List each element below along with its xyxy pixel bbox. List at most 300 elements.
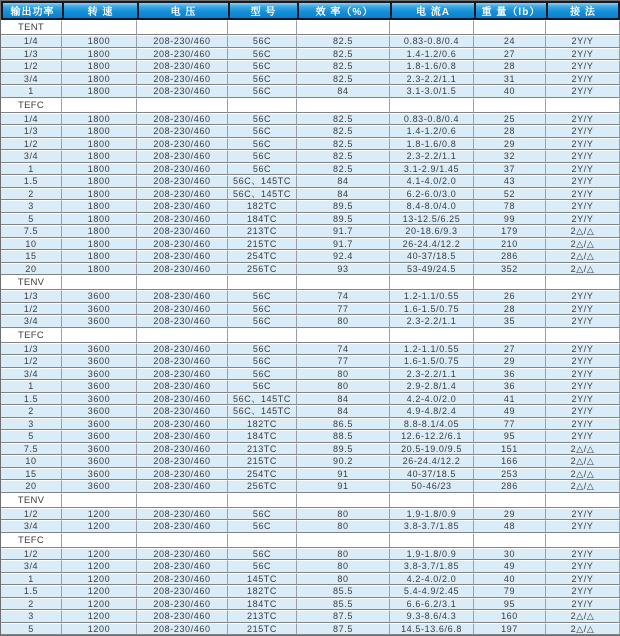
cell-current: 14.5-13.6/6.8 bbox=[390, 623, 474, 636]
cell-efficiency: 84 bbox=[297, 175, 390, 188]
empty-cell bbox=[228, 328, 297, 343]
cell-weight: 29 bbox=[474, 508, 546, 521]
cell-connection: 2Y/Y bbox=[546, 175, 620, 188]
cell-weight: 253 bbox=[474, 468, 546, 481]
empty-cell bbox=[62, 98, 137, 113]
cell-efficiency: 82.5 bbox=[297, 73, 390, 86]
header-row bbox=[1, 1, 620, 20]
table-row bbox=[1, 125, 620, 138]
cell-weight: 78 bbox=[474, 200, 546, 213]
cell-power: 3 bbox=[1, 610, 62, 623]
cell-current: 6.2-6.0/3.0 bbox=[390, 188, 474, 201]
cell-current: 1.8-1.6/0.8 bbox=[390, 138, 474, 151]
cell-current: 20-18.6/9.3 bbox=[390, 225, 474, 238]
cell-voltage: 208-230/460 bbox=[137, 380, 228, 393]
cell-current: 2.9-2.8/1.4 bbox=[390, 380, 474, 393]
cell-model: 215TC bbox=[228, 623, 297, 636]
cell-connection: 2△/△ bbox=[546, 238, 620, 251]
cell-weight: 28 bbox=[474, 60, 546, 73]
cell-efficiency: 89.5 bbox=[297, 443, 390, 456]
cell-current: 12.6-12.2/6.1 bbox=[390, 430, 474, 443]
cell-weight: 48 bbox=[474, 520, 546, 533]
cell-speed: 3600 bbox=[62, 303, 137, 316]
table-row bbox=[1, 150, 620, 163]
cell-power: 1 bbox=[1, 380, 62, 393]
cell-weight: 286 bbox=[474, 480, 546, 493]
cell-speed: 1200 bbox=[62, 598, 137, 611]
empty-cell bbox=[474, 328, 546, 343]
empty-cell bbox=[546, 98, 620, 113]
cell-power: 20 bbox=[1, 263, 62, 276]
cell-weight: 43 bbox=[474, 175, 546, 188]
empty-cell bbox=[137, 328, 228, 343]
cell-current: 6.6-6.2/3.1 bbox=[390, 598, 474, 611]
cell-connection: 2Y/Y bbox=[546, 573, 620, 586]
cell-power: 20 bbox=[1, 480, 62, 493]
cell-voltage: 208-230/460 bbox=[137, 85, 228, 98]
cell-connection: 2Y/Y bbox=[546, 393, 620, 406]
empty-cell bbox=[546, 328, 620, 343]
cell-efficiency: 93 bbox=[297, 263, 390, 276]
cell-voltage: 208-230/460 bbox=[137, 418, 228, 431]
cell-weight: 41 bbox=[474, 393, 546, 406]
cell-power: 3/4 bbox=[1, 315, 62, 328]
cell-current: 2.3-2.2/1.1 bbox=[390, 315, 474, 328]
cell-voltage: 208-230/460 bbox=[137, 468, 228, 481]
cell-speed: 3600 bbox=[62, 393, 137, 406]
cell-connection: 2Y/Y bbox=[546, 355, 620, 368]
cell-weight: 52 bbox=[474, 188, 546, 201]
cell-model: 56C bbox=[228, 113, 297, 126]
cell-connection: 2Y/Y bbox=[546, 343, 620, 356]
cell-speed: 3600 bbox=[62, 443, 137, 456]
cell-efficiency: 89.5 bbox=[297, 200, 390, 213]
cell-power: 15 bbox=[1, 250, 62, 263]
cell-voltage: 208-230/460 bbox=[137, 480, 228, 493]
column-header-current: 电 流A bbox=[390, 1, 474, 20]
cell-weight: 40 bbox=[474, 85, 546, 98]
cell-current: 9.3-8.6/4.3 bbox=[390, 610, 474, 623]
cell-efficiency: 86.5 bbox=[297, 418, 390, 431]
cell-weight: 31 bbox=[474, 73, 546, 86]
cell-current: 3.1-3.0/1.5 bbox=[390, 85, 474, 98]
cell-voltage: 208-230/460 bbox=[137, 405, 228, 418]
cell-speed: 3600 bbox=[62, 315, 137, 328]
cell-speed: 3600 bbox=[62, 355, 137, 368]
cell-power: 1 bbox=[1, 163, 62, 176]
empty-cell bbox=[228, 275, 297, 290]
cell-current: 1.6-1.5/0.75 bbox=[390, 355, 474, 368]
empty-cell bbox=[546, 20, 620, 35]
cell-efficiency: 80 bbox=[297, 315, 390, 328]
cell-voltage: 208-230/460 bbox=[137, 188, 228, 201]
cell-model: 254TC bbox=[228, 250, 297, 263]
cell-power: 1/3 bbox=[1, 125, 62, 138]
cell-connection: 2Y/Y bbox=[546, 125, 620, 138]
cell-speed: 1800 bbox=[62, 163, 137, 176]
cell-weight: 77 bbox=[474, 418, 546, 431]
cell-power: 1/2 bbox=[1, 508, 62, 521]
cell-power: 15 bbox=[1, 468, 62, 481]
cell-current: 1.6-1.5/0.75 bbox=[390, 303, 474, 316]
cell-efficiency: 80 bbox=[297, 573, 390, 586]
cell-weight: 197 bbox=[474, 623, 546, 636]
cell-efficiency: 91.7 bbox=[297, 225, 390, 238]
cell-connection: 2Y/Y bbox=[546, 290, 620, 303]
table-row bbox=[1, 418, 620, 431]
cell-model: 56C bbox=[228, 315, 297, 328]
table-row bbox=[1, 623, 620, 636]
cell-voltage: 208-230/460 bbox=[137, 125, 228, 138]
cell-weight: 49 bbox=[474, 560, 546, 573]
cell-current: 3.1-2.9/1.45 bbox=[390, 163, 474, 176]
empty-cell bbox=[62, 275, 137, 290]
cell-efficiency: 74 bbox=[297, 290, 390, 303]
cell-current: 1.8-1.6/0.8 bbox=[390, 60, 474, 73]
cell-weight: 151 bbox=[474, 443, 546, 456]
cell-current: 40-37/18.5 bbox=[390, 250, 474, 263]
cell-weight: 28 bbox=[474, 303, 546, 316]
cell-efficiency: 89.5 bbox=[297, 213, 390, 226]
cell-weight: 36 bbox=[474, 368, 546, 381]
cell-speed: 3600 bbox=[62, 290, 137, 303]
cell-model: 145TC bbox=[228, 573, 297, 586]
cell-voltage: 208-230/460 bbox=[137, 48, 228, 61]
table-row bbox=[1, 303, 620, 316]
section-label: TEFC bbox=[1, 98, 62, 113]
cell-efficiency: 74 bbox=[297, 343, 390, 356]
empty-cell bbox=[297, 20, 390, 35]
cell-voltage: 208-230/460 bbox=[137, 150, 228, 163]
cell-current: 0.83-0.8/0.4 bbox=[390, 35, 474, 48]
cell-voltage: 208-230/460 bbox=[137, 163, 228, 176]
empty-cell bbox=[62, 328, 137, 343]
cell-model: 256TC bbox=[228, 263, 297, 276]
cell-speed: 1800 bbox=[62, 125, 137, 138]
cell-current: 1.9-1.8/0.9 bbox=[390, 548, 474, 561]
cell-current: 2.3-2.2/1.1 bbox=[390, 368, 474, 381]
cell-connection: 2Y/Y bbox=[546, 418, 620, 431]
cell-weight: 29 bbox=[474, 355, 546, 368]
cell-current: 26-24.4/12.2 bbox=[390, 455, 474, 468]
cell-model: 184TC bbox=[228, 598, 297, 611]
column-header-connection: 接 法 bbox=[546, 1, 620, 20]
cell-speed: 3600 bbox=[62, 380, 137, 393]
cell-connection: 2Y/Y bbox=[546, 315, 620, 328]
cell-speed: 1800 bbox=[62, 150, 137, 163]
cell-efficiency: 84 bbox=[297, 405, 390, 418]
cell-connection: 2Y/Y bbox=[546, 560, 620, 573]
cell-model: 184TC bbox=[228, 430, 297, 443]
cell-voltage: 208-230/460 bbox=[137, 573, 228, 586]
section-label: TENV bbox=[1, 275, 62, 290]
cell-voltage: 208-230/460 bbox=[137, 455, 228, 468]
cell-power: 3 bbox=[1, 418, 62, 431]
cell-current: 2.3-2.2/1.1 bbox=[390, 73, 474, 86]
cell-voltage: 208-230/460 bbox=[137, 175, 228, 188]
cell-model: 56C bbox=[228, 303, 297, 316]
cell-model: 256TC bbox=[228, 480, 297, 493]
table-row bbox=[1, 405, 620, 418]
cell-model: 56C bbox=[228, 85, 297, 98]
cell-model: 56C bbox=[228, 380, 297, 393]
table-row bbox=[1, 263, 620, 276]
cell-connection: 2△/△ bbox=[546, 468, 620, 481]
empty-cell bbox=[62, 493, 137, 508]
cell-voltage: 208-230/460 bbox=[137, 303, 228, 316]
cell-efficiency: 90.2 bbox=[297, 455, 390, 468]
cell-model: 56C bbox=[228, 150, 297, 163]
cell-weight: 27 bbox=[474, 343, 546, 356]
cell-connection: 2Y/Y bbox=[546, 303, 620, 316]
table-row bbox=[1, 380, 620, 393]
cell-power: 1.5 bbox=[1, 175, 62, 188]
cell-voltage: 208-230/460 bbox=[137, 610, 228, 623]
cell-speed: 1800 bbox=[62, 138, 137, 151]
cell-connection: 2Y/Y bbox=[546, 598, 620, 611]
cell-efficiency: 84 bbox=[297, 85, 390, 98]
cell-model: 56C bbox=[228, 163, 297, 176]
cell-current: 50-46/23 bbox=[390, 480, 474, 493]
table-row bbox=[1, 343, 620, 356]
empty-cell bbox=[228, 98, 297, 113]
cell-voltage: 208-230/460 bbox=[137, 315, 228, 328]
table-row bbox=[1, 35, 620, 48]
cell-speed: 1200 bbox=[62, 520, 137, 533]
section-label: TENV bbox=[1, 493, 62, 508]
cell-current: 2.3-2.2/1.1 bbox=[390, 150, 474, 163]
cell-model: 56C bbox=[228, 125, 297, 138]
cell-weight: 32 bbox=[474, 150, 546, 163]
cell-efficiency: 91 bbox=[297, 468, 390, 481]
table-row bbox=[1, 560, 620, 573]
column-header-weight: 重 量（lb） bbox=[474, 1, 546, 20]
cell-power: 3/4 bbox=[1, 73, 62, 86]
cell-model: 182TC bbox=[228, 200, 297, 213]
empty-cell bbox=[474, 533, 546, 548]
table-row bbox=[1, 213, 620, 226]
cell-power: 3/4 bbox=[1, 560, 62, 573]
cell-connection: 2△/△ bbox=[546, 455, 620, 468]
cell-speed: 1200 bbox=[62, 610, 137, 623]
cell-model: 213TC bbox=[228, 225, 297, 238]
cell-current: 4.1-4.0/2.0 bbox=[390, 175, 474, 188]
cell-efficiency: 91 bbox=[297, 480, 390, 493]
cell-efficiency: 80 bbox=[297, 520, 390, 533]
cell-speed: 1800 bbox=[62, 250, 137, 263]
table-row bbox=[1, 368, 620, 381]
column-header-power: 输出功率 bbox=[1, 1, 62, 20]
cell-weight: 28 bbox=[474, 125, 546, 138]
cell-speed: 3600 bbox=[62, 343, 137, 356]
cell-voltage: 208-230/460 bbox=[137, 508, 228, 521]
cell-connection: 2Y/Y bbox=[546, 163, 620, 176]
table-row bbox=[1, 430, 620, 443]
cell-weight: 36 bbox=[474, 380, 546, 393]
cell-connection: 2Y/Y bbox=[546, 380, 620, 393]
cell-power: 1/3 bbox=[1, 48, 62, 61]
cell-current: 5.4-4.9/2.45 bbox=[390, 585, 474, 598]
table-row bbox=[1, 355, 620, 368]
empty-cell bbox=[297, 493, 390, 508]
cell-efficiency: 92.4 bbox=[297, 250, 390, 263]
cell-power: 1/4 bbox=[1, 113, 62, 126]
cell-current: 26-24.4/12.2 bbox=[390, 238, 474, 251]
cell-connection: 2Y/Y bbox=[546, 585, 620, 598]
cell-power: 1.5 bbox=[1, 393, 62, 406]
empty-cell bbox=[390, 493, 474, 508]
cell-current: 0.83-0.8/0.4 bbox=[390, 113, 474, 126]
empty-cell bbox=[390, 533, 474, 548]
empty-cell bbox=[390, 275, 474, 290]
cell-current: 4.9-4.8/2.4 bbox=[390, 405, 474, 418]
cell-current: 3.8-3.7/1.85 bbox=[390, 520, 474, 533]
cell-current: 8.4-8.0/4.0 bbox=[390, 200, 474, 213]
cell-voltage: 208-230/460 bbox=[137, 138, 228, 151]
cell-voltage: 208-230/460 bbox=[137, 60, 228, 73]
table-row bbox=[1, 48, 620, 61]
section-row bbox=[1, 328, 620, 343]
cell-efficiency: 82.5 bbox=[297, 60, 390, 73]
section-row bbox=[1, 20, 620, 35]
cell-voltage: 208-230/460 bbox=[137, 598, 228, 611]
cell-power: 3/4 bbox=[1, 368, 62, 381]
table-row bbox=[1, 443, 620, 456]
cell-speed: 3600 bbox=[62, 368, 137, 381]
empty-cell bbox=[474, 98, 546, 113]
cell-speed: 1800 bbox=[62, 200, 137, 213]
empty-cell bbox=[228, 493, 297, 508]
cell-voltage: 208-230/460 bbox=[137, 430, 228, 443]
cell-speed: 3600 bbox=[62, 468, 137, 481]
empty-cell bbox=[474, 493, 546, 508]
cell-voltage: 208-230/460 bbox=[137, 560, 228, 573]
cell-efficiency: 77 bbox=[297, 355, 390, 368]
cell-speed: 1200 bbox=[62, 548, 137, 561]
cell-model: 215TC bbox=[228, 238, 297, 251]
table-body bbox=[1, 20, 620, 635]
cell-power: 1/2 bbox=[1, 548, 62, 561]
cell-power: 1/2 bbox=[1, 60, 62, 73]
section-label: TEFC bbox=[1, 533, 62, 548]
cell-efficiency: 82.5 bbox=[297, 150, 390, 163]
section-label: TEFC bbox=[1, 328, 62, 343]
empty-cell bbox=[137, 493, 228, 508]
cell-power: 7.5 bbox=[1, 443, 62, 456]
cell-efficiency: 82.5 bbox=[297, 113, 390, 126]
cell-efficiency: 91.7 bbox=[297, 238, 390, 251]
cell-voltage: 208-230/460 bbox=[137, 623, 228, 636]
cell-power: 7.5 bbox=[1, 225, 62, 238]
cell-connection: 2Y/Y bbox=[546, 85, 620, 98]
table-row bbox=[1, 138, 620, 151]
cell-efficiency: 84 bbox=[297, 188, 390, 201]
cell-current: 1.4-1.2/0.6 bbox=[390, 125, 474, 138]
cell-efficiency: 88.5 bbox=[297, 430, 390, 443]
cell-power: 5 bbox=[1, 213, 62, 226]
cell-efficiency: 82.5 bbox=[297, 35, 390, 48]
empty-cell bbox=[390, 98, 474, 113]
cell-speed: 1800 bbox=[62, 48, 137, 61]
cell-power: 2 bbox=[1, 405, 62, 418]
cell-weight: 29 bbox=[474, 138, 546, 151]
empty-cell bbox=[546, 493, 620, 508]
cell-speed: 1800 bbox=[62, 60, 137, 73]
cell-efficiency: 80 bbox=[297, 560, 390, 573]
cell-connection: 2Y/Y bbox=[546, 188, 620, 201]
cell-current: 1.9-1.8/0.9 bbox=[390, 508, 474, 521]
cell-efficiency: 80 bbox=[297, 380, 390, 393]
table-row bbox=[1, 60, 620, 73]
cell-power: 1/3 bbox=[1, 343, 62, 356]
cell-power: 1/4 bbox=[1, 35, 62, 48]
empty-cell bbox=[62, 533, 137, 548]
cell-voltage: 208-230/460 bbox=[137, 585, 228, 598]
cell-weight: 166 bbox=[474, 455, 546, 468]
table-row bbox=[1, 188, 620, 201]
cell-power: 1/2 bbox=[1, 138, 62, 151]
cell-voltage: 208-230/460 bbox=[137, 393, 228, 406]
cell-speed: 3600 bbox=[62, 455, 137, 468]
cell-weight: 24 bbox=[474, 35, 546, 48]
cell-voltage: 208-230/460 bbox=[137, 73, 228, 86]
cell-current: 20.5-19.0/9.5 bbox=[390, 443, 474, 456]
cell-connection: 2Y/Y bbox=[546, 520, 620, 533]
cell-power: 1 bbox=[1, 573, 62, 586]
cell-weight: 40 bbox=[474, 573, 546, 586]
cell-efficiency: 80 bbox=[297, 548, 390, 561]
cell-speed: 1200 bbox=[62, 560, 137, 573]
cell-power: 1/3 bbox=[1, 290, 62, 303]
cell-efficiency: 82.5 bbox=[297, 48, 390, 61]
table-row bbox=[1, 200, 620, 213]
section-row bbox=[1, 275, 620, 290]
empty-cell bbox=[474, 20, 546, 35]
cell-current: 4.2-4.0/2.0 bbox=[390, 573, 474, 586]
cell-weight: 30 bbox=[474, 548, 546, 561]
cell-power: 5 bbox=[1, 623, 62, 636]
cell-speed: 1800 bbox=[62, 225, 137, 238]
cell-speed: 3600 bbox=[62, 405, 137, 418]
cell-weight: 286 bbox=[474, 250, 546, 263]
cell-speed: 3600 bbox=[62, 418, 137, 431]
cell-model: 213TC bbox=[228, 443, 297, 456]
cell-connection: 2Y/Y bbox=[546, 368, 620, 381]
cell-voltage: 208-230/460 bbox=[137, 213, 228, 226]
section-row bbox=[1, 98, 620, 113]
cell-voltage: 208-230/460 bbox=[137, 225, 228, 238]
cell-efficiency: 80 bbox=[297, 368, 390, 381]
cell-model: 56C bbox=[228, 560, 297, 573]
cell-connection: 2Y/Y bbox=[546, 200, 620, 213]
cell-speed: 1800 bbox=[62, 113, 137, 126]
cell-model: 56C、145TC bbox=[228, 188, 297, 201]
cell-efficiency: 85.5 bbox=[297, 585, 390, 598]
cell-power: 2 bbox=[1, 598, 62, 611]
table-row bbox=[1, 393, 620, 406]
cell-power: 2 bbox=[1, 188, 62, 201]
cell-voltage: 208-230/460 bbox=[137, 200, 228, 213]
cell-model: 254TC bbox=[228, 468, 297, 481]
empty-cell bbox=[137, 20, 228, 35]
cell-connection: 2Y/Y bbox=[546, 430, 620, 443]
cell-connection: 2△/△ bbox=[546, 480, 620, 493]
cell-speed: 1800 bbox=[62, 175, 137, 188]
cell-weight: 26 bbox=[474, 290, 546, 303]
cell-model: 56C bbox=[228, 60, 297, 73]
empty-cell bbox=[297, 533, 390, 548]
cell-speed: 1200 bbox=[62, 573, 137, 586]
